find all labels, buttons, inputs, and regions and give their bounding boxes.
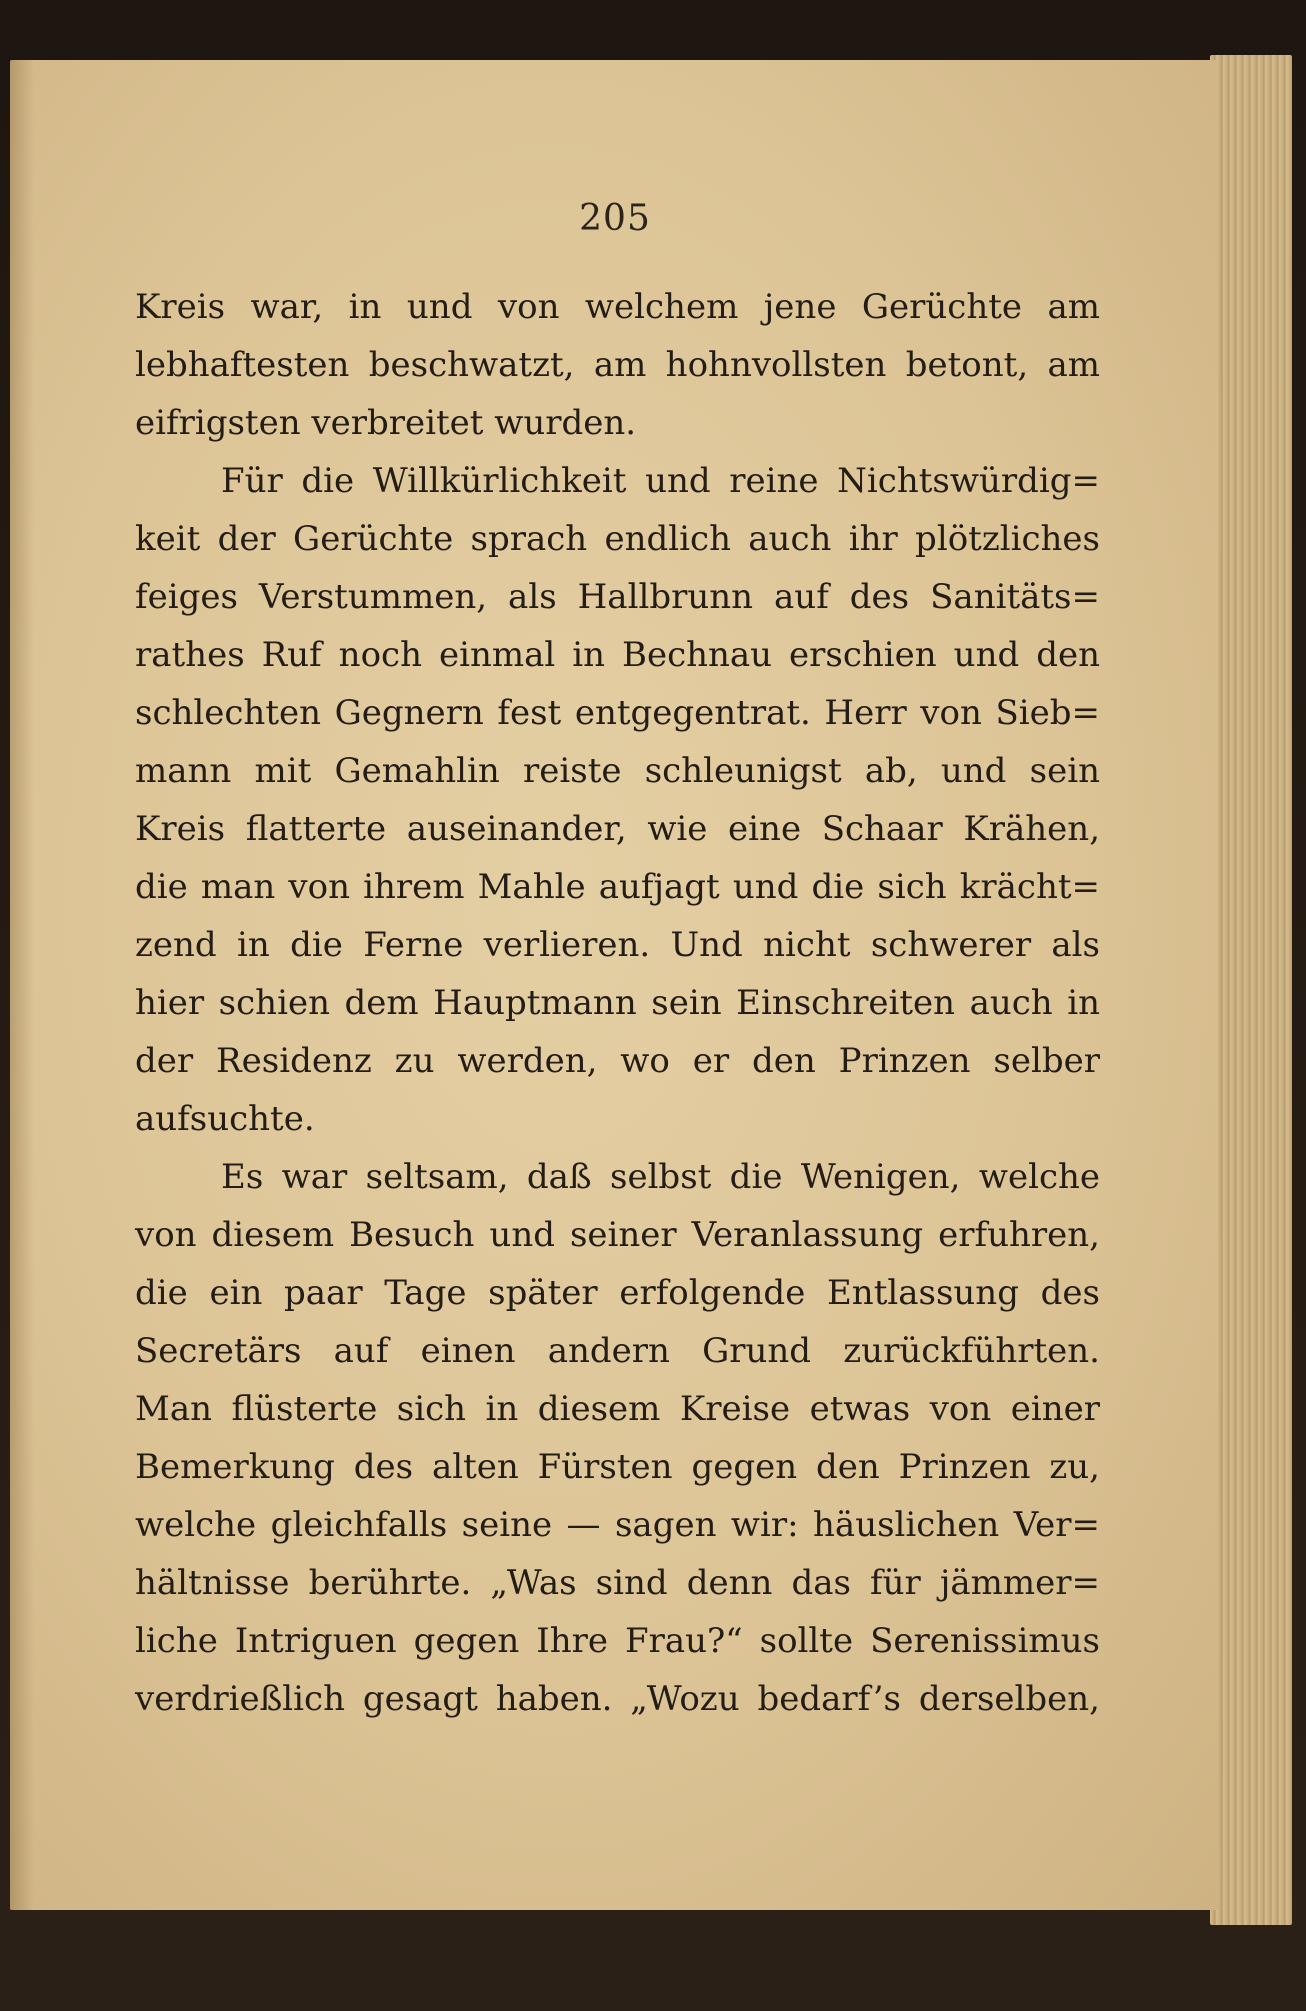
text-line: von diesem Besuch und seiner Veranlassung erfuhren, — [135, 1215, 1100, 1255]
text-line: zend in die Ferne verlieren. Und nicht schwerer als — [135, 925, 1100, 965]
text-line: Bemerkung des alten Fürsten gegen den Prinzen zu, — [135, 1447, 1100, 1487]
paragraph-first-line: Für die Willkürlichkeit und reine Nichtswürdig= — [221, 461, 1100, 501]
text-line: der Residenz zu werden, wo er den Prinzen selber — [135, 1041, 1100, 1081]
text-line: welche gleichfalls seine — sagen wir: häuslichen Ver= — [135, 1505, 1100, 1545]
text-line: lebhaftesten beschwatzt, am hohnvollsten betont, am — [135, 345, 1100, 385]
text-line: Secretärs auf einen andern Grund zurückführten. — [135, 1331, 1100, 1371]
page-edges — [1210, 55, 1292, 1925]
text-line: rathes Ruf noch einmal in Bechnau erschien und den — [135, 635, 1100, 675]
text-line: die man von ihrem Mahle aufjagt und die sich krächt= — [135, 867, 1100, 907]
text-line: Kreis flatterte auseinander, wie eine Schaar Krähen, — [135, 809, 1100, 849]
body-text — [135, 278, 1100, 1728]
text-line: hier schien dem Hauptmann sein Einschreiten auch in — [135, 983, 1100, 1023]
text-line: verdrießlich gesagt haben. „Wozu bedarf’s derselben, — [135, 1679, 1100, 1719]
text-line: liche Intriguen gegen Ihre Frau?“ sollte Serenissimus — [135, 1621, 1100, 1661]
text-line: schlechten Gegnern fest entgegentrat. Herr von Sieb= — [135, 693, 1100, 733]
paragraph-first-line: Es war seltsam, daß selbst die Wenigen, welche — [221, 1157, 1100, 1197]
text-line: die ein paar Tage später erfolgende Entlassung des — [135, 1273, 1100, 1313]
text-line: keit der Gerüchte sprach endlich auch ihr plötzliches — [135, 519, 1100, 559]
text-line: Kreis war, in und von welchem jene Gerüchte am — [135, 287, 1100, 327]
page-gutter-shadow — [10, 60, 34, 1910]
text-line: feiges Verstummen, als Hallbrunn auf des Sanitäts= — [135, 577, 1100, 617]
text-line: hältnisse berührte. „Was sind denn das für jämmer= — [135, 1563, 1100, 1603]
text-line: Man flüsterte sich in diesem Kreise etwas von einer — [135, 1389, 1100, 1429]
page-number: 205 — [579, 198, 651, 239]
text-line: eifrigsten verbreitet wurden. — [135, 403, 637, 443]
text-line: mann mit Gemahlin reiste schleunigst ab, und sein — [135, 751, 1100, 791]
text-line: aufsuchte. — [135, 1099, 315, 1139]
